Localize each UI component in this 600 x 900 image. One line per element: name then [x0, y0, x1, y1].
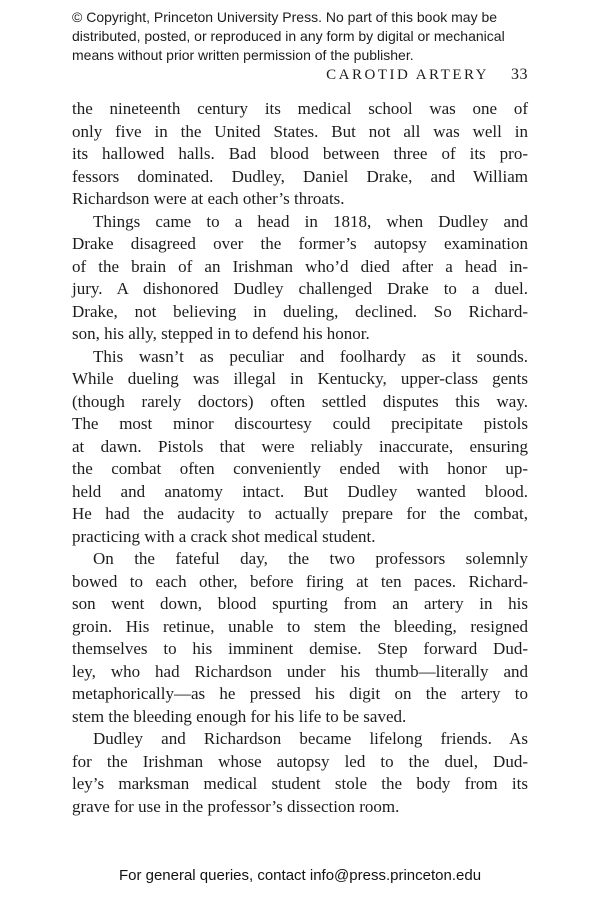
- footer-contact-line: For general queries, contact info@press.princeton.edu: [118, 867, 482, 884]
- text-line: groin. His retinue, unable to stem the bleeding, resigned: [72, 616, 528, 636]
- text-line: the combat often conveniently ended with honor up-: [72, 459, 528, 478]
- text-line: Richardson were at each other’s throats.: [72, 189, 345, 208]
- text-line: of the brain of an Irishman who’d died after a head in-: [72, 256, 528, 276]
- text-line: ley, who had Richardson under his thumb—literally and: [72, 661, 528, 681]
- running-header: [72, 65, 528, 85]
- text-line: ley’s marksman medical student stole the body from its: [72, 774, 528, 793]
- text-line: son went down, blood spurting from an artery in his: [72, 594, 528, 613]
- copyright-line: distributed, posted, or reproduced in any form by digital or mechanical: [72, 28, 505, 44]
- copyright-line: © Copyright, Princeton University Press. No part of this book may be: [72, 9, 498, 25]
- chapter-title: CAROTID ARTERY: [326, 67, 489, 83]
- text-line: held and anatomy intact. But Dudley wanted blood.: [72, 481, 528, 501]
- paragraph: [72, 728, 528, 818]
- text-line: Drake disagreed over the former’s autopsy examination: [72, 234, 528, 253]
- body-text: [72, 98, 528, 818]
- text-line: themselves to his imminent demise. Step forward Dud-: [72, 639, 528, 658]
- text-line: While dueling was illegal in Kentucky, upper-class gents: [72, 369, 528, 388]
- paragraph: [72, 211, 528, 346]
- text-line: jury. A dishonored Dudley challenged Drake to a duel.: [72, 279, 528, 298]
- text-line: grave for use in the professor’s dissection room.: [72, 796, 400, 816]
- text-line: Things came to a head in 1818, when Dudley and: [93, 211, 528, 231]
- text-line: bowed to each other, before firing at ten paces. Richard-: [72, 571, 528, 591]
- paragraph: [72, 346, 528, 549]
- page-number: 33: [511, 66, 528, 83]
- text-line: its hallowed halls. Bad blood between three of its pro-: [72, 144, 528, 163]
- text-line: The most minor discourtesy could precipitate pistols: [72, 414, 528, 433]
- text-line: the nineteenth century its medical school was one of: [72, 99, 528, 118]
- text-line: son, his ally, stepped in to defend his honor.: [72, 324, 370, 343]
- text-line: Drake, not believing in dueling, declined. So Richard-: [72, 301, 528, 321]
- copyright-line: means without prior written permission of the publisher.: [72, 47, 414, 63]
- text-line: for the Irishman whose autopsy led to the duel, Dud-: [72, 751, 528, 771]
- text-line: (though rarely doctors) often settled disputes this way.: [72, 391, 528, 411]
- paragraph: [72, 98, 528, 211]
- text-line: practicing with a crack shot medical student.: [72, 526, 376, 546]
- text-line: Dudley and Richardson became lifelong friends. As: [93, 729, 528, 748]
- text-line: He had the audacity to actually prepare for the combat,: [72, 504, 528, 523]
- copyright-notice: [72, 8, 538, 65]
- text-line: fessors dominated. Dudley, Daniel Drake, and William: [72, 166, 528, 186]
- paragraph: [72, 548, 528, 728]
- text-line: This wasn’t as peculiar and foolhardy as it sounds.: [93, 346, 528, 366]
- text-line: at dawn. Pistols that were reliably inaccurate, ensuring: [72, 436, 528, 456]
- text-line: metaphorically—as he pressed his digit on the artery to: [72, 684, 528, 703]
- text-line: stem the bleeding enough for his life to be saved.: [72, 706, 407, 726]
- text-line: only five in the United States. But not all was well in: [72, 121, 528, 141]
- text-line: On the fateful day, the two professors solemnly: [93, 549, 528, 568]
